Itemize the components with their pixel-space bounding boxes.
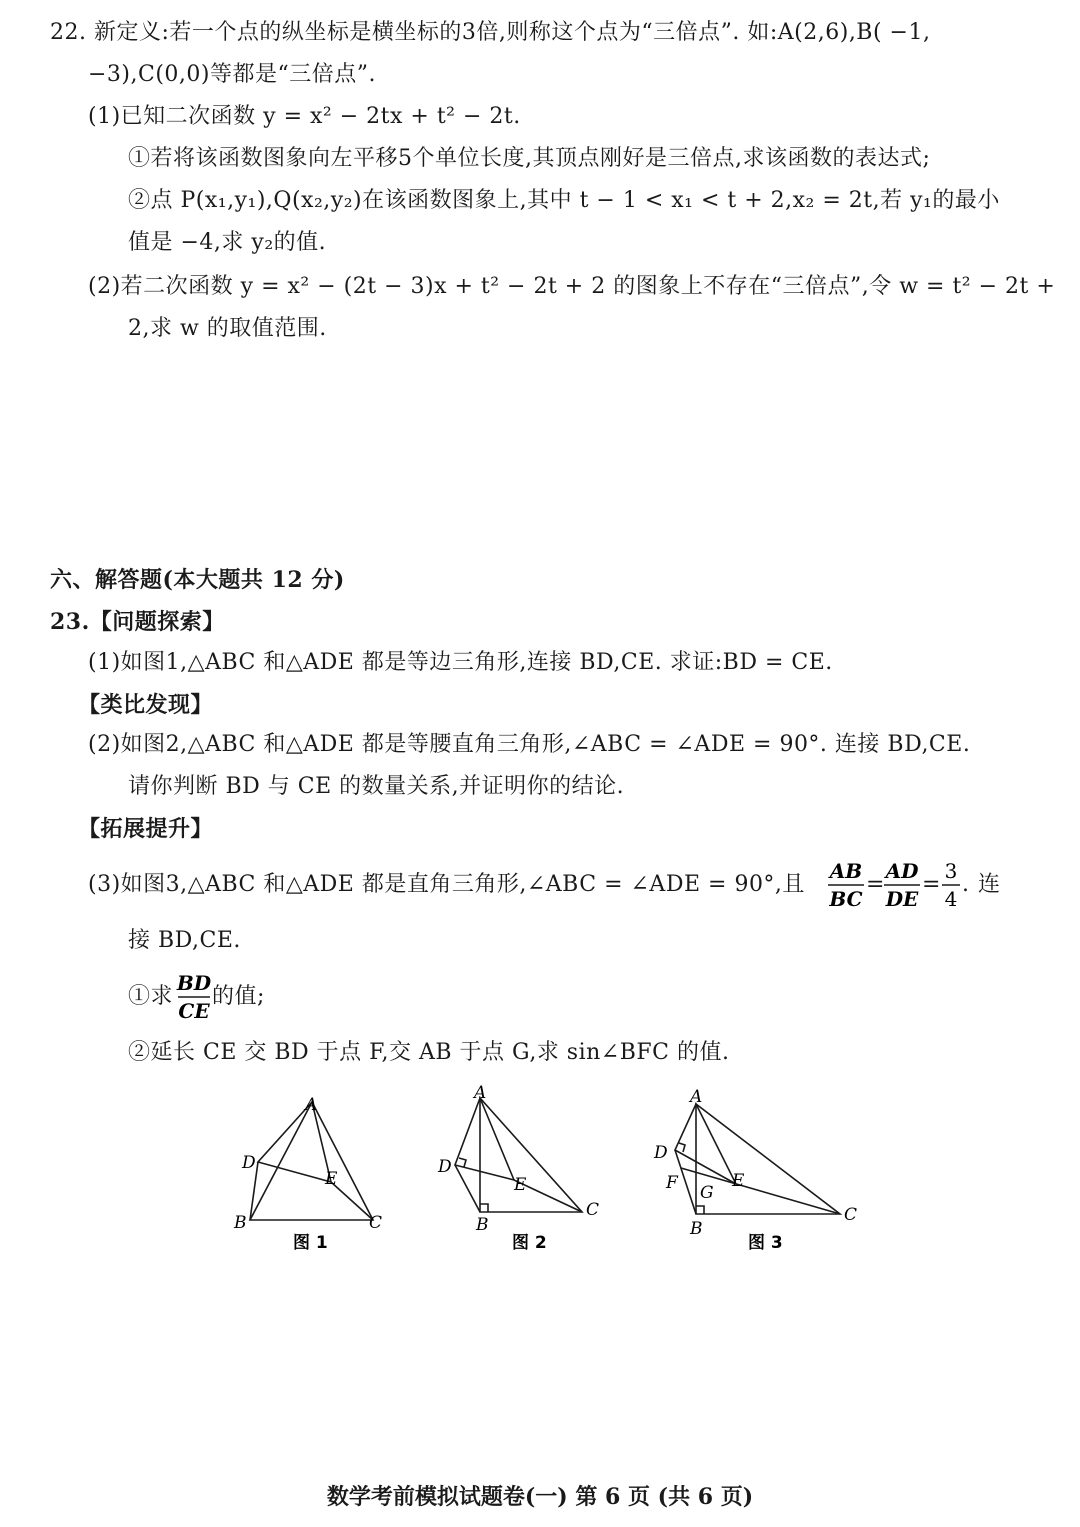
q23-line-9: ①求 — [128, 984, 174, 1009]
q23-line-3: 【类比发现】 — [78, 692, 214, 718]
q23-line-4: (2)如图2,△ABC 和△ADE 都是等腰直角三角形,∠ABC = ∠ADE = 90°. 连接 BD,CE. — [88, 732, 971, 757]
q23-line-2: (1)如图1,△ABC 和△ADE 都是等边三角形,连接 BD,CE. 求证:BD = CE. — [88, 650, 833, 675]
fig1-point-d: D — [242, 1153, 256, 1173]
q23-line-5: 请你判断 BD 与 CE 的数量关系,并证明你的结论. — [128, 774, 625, 799]
q22-line-2: −3),C(0,0)等都是“三倍点”. — [88, 62, 376, 87]
fraction-bd-ce-den: CE — [178, 999, 210, 1023]
figures-row — [225, 1080, 875, 1260]
fig1-point-c: C — [369, 1213, 383, 1233]
figure-2 — [430, 1080, 610, 1260]
fig2-point-a: A — [474, 1083, 487, 1103]
fraction-bd-ce-num: BD — [176, 971, 212, 995]
section-heading: 六、解答题(本大题共 12 分) — [50, 567, 345, 593]
q22-line-1: 22. 新定义:若一个点的纵坐标是横坐标的3倍,则称这个点为“三倍点”. 如:A(2,6),B( −1, — [50, 20, 931, 45]
fraction-ad-de-num: AD — [885, 859, 919, 883]
fig3-caption: 图 3 — [748, 1233, 783, 1253]
page-footer: 数学考前模拟试题卷(一) 第 6 页 (共 6 页) — [326, 1484, 754, 1510]
fraction-ab-bc-num: AB — [829, 859, 863, 883]
fig1-point-b: B — [234, 1213, 247, 1233]
fig3-point-e: E — [732, 1171, 745, 1191]
fig2-point-c: C — [586, 1200, 600, 1220]
fraction-bd-ce — [176, 968, 212, 1026]
fig3-point-b: B — [690, 1219, 703, 1239]
q22-line-4: ①若将该函数图象向左平移5个单位长度,其顶点刚好是三倍点,求该函数的表达式; — [128, 146, 931, 171]
q22-line-5: ②点 P(x₁,y₁),Q(x₂,y₂)在该函数图象上,其中 t − 1 < x₁ < t + 2,x₂ = 2t,若 y₁的最小 — [128, 188, 1000, 213]
fig2-caption: 图 2 — [512, 1233, 547, 1253]
q22-line-8: 2,求 w 的取值范围. — [128, 316, 327, 341]
fraction-3-4-den: 4 — [944, 887, 958, 911]
q23-line-8: 接 BD,CE. — [128, 928, 241, 953]
q23-line-7-tail: 连 — [978, 872, 1001, 897]
figure-3 — [650, 1080, 870, 1260]
fig1-caption: 图 1 — [293, 1233, 328, 1253]
fig3-point-g: G — [700, 1183, 714, 1203]
fraction-3-4-num: 3 — [944, 859, 958, 883]
fig1-point-e: E — [325, 1169, 338, 1189]
q23-line-6: 【拓展提升】 — [78, 816, 214, 842]
fig2-point-d: D — [438, 1157, 452, 1177]
q22-line-3: (1)已知二次函数 y = x² − 2tx + t² − 2t. — [88, 104, 521, 129]
q23-line-7: (3)如图3,△ABC 和△ADE 都是直角三角形,∠ABC = ∠ADE = 90°,且 — [88, 872, 805, 897]
fig2-point-b: B — [476, 1215, 489, 1235]
q23-line-9-tail: 的值; — [212, 984, 265, 1009]
fraction-ad-de — [882, 856, 922, 914]
period-after-fraction: . — [962, 872, 970, 897]
fig3-point-f: F — [666, 1173, 678, 1193]
figure-1 — [225, 1080, 405, 1260]
fig2-point-e: E — [514, 1175, 527, 1195]
fig1-point-a: A — [305, 1095, 318, 1115]
fig3-point-a: A — [690, 1087, 703, 1107]
fraction-ab-bc-den: BC — [829, 887, 863, 911]
fig3-point-c: C — [844, 1205, 858, 1225]
fraction-ad-de-den: DE — [885, 887, 919, 911]
q22-line-7: (2)若二次函数 y = x² − (2t − 3)x + t² − 2t + 2 的图象上不存在“三倍点”,令 w = t² − 2t + — [88, 274, 1056, 299]
fraction-ab-bc — [826, 856, 866, 914]
equals-sign-2: = — [922, 872, 941, 897]
q23-line-1: 23.【问题探索】 — [50, 609, 225, 635]
equals-sign-1: = — [866, 872, 885, 897]
fig3-point-d: D — [654, 1143, 668, 1163]
fraction-3-4 — [940, 856, 962, 914]
q23-line-10: ②延长 CE 交 BD 于点 F,交 AB 于点 G,求 sin∠BFC 的值. — [128, 1040, 730, 1065]
q22-line-6: 值是 −4,求 y₂的值. — [128, 230, 327, 255]
